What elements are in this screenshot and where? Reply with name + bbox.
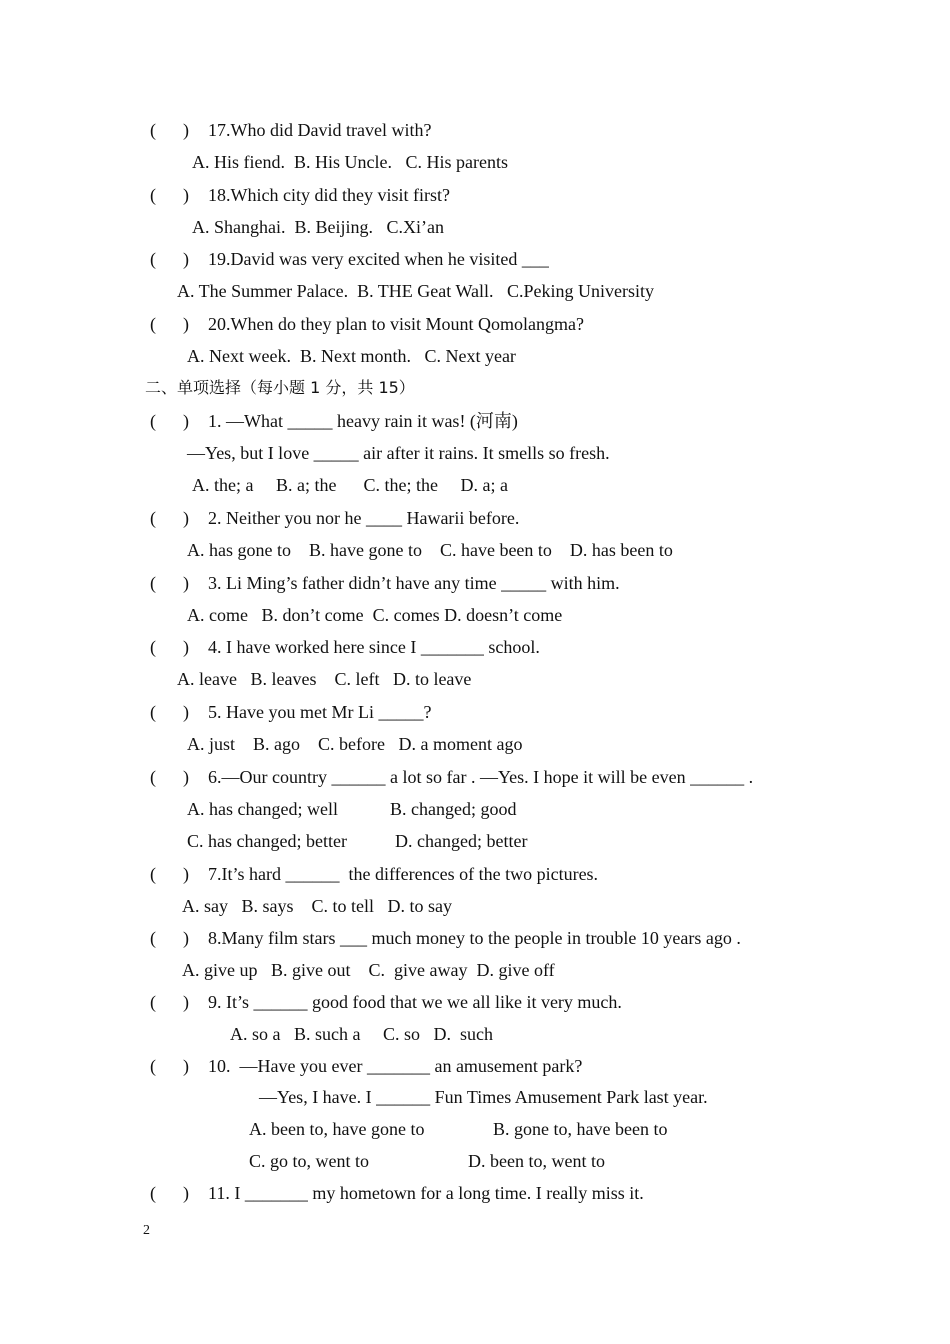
question-stem: 1. —What _____ heavy rain it was! (河南) [208,411,518,431]
mcq-8 [150,926,741,950]
mcq-6-option-b: B. changed; good [390,799,517,819]
answer-blank: ( ) [150,573,189,593]
mcq-2-options: A. has gone to B. have gone to C. have been to D. has been to [187,540,673,560]
question-19 [150,247,549,271]
question-stem: 4. I have worked here since I _______ school. [208,637,540,657]
question-stem: 10. —Have you ever _______ an amusement park? [208,1056,583,1076]
mcq-10 [150,1054,582,1078]
question-17-options: A. His fiend. B. His Uncle. C. His parents [192,152,508,172]
mcq-7-options: A. say B. says C. to tell D. to say [182,896,452,916]
mcq-7 [150,862,598,886]
question-17 [150,118,431,142]
answer-blank: ( ) [150,185,189,205]
answer-blank: ( ) [150,314,189,334]
mcq-4 [150,635,540,659]
question-stem: 11. I _______ my hometown for a long time. I really miss it. [208,1183,644,1203]
answer-blank: ( ) [150,249,189,269]
answer-blank: ( ) [150,992,189,1012]
answer-blank: ( ) [150,120,189,140]
mcq-5 [150,700,431,724]
question-18-options: A. Shanghai. B. Beijing. C.Xi’an [192,217,444,237]
answer-blank: ( ) [150,767,189,787]
answer-blank: ( ) [150,411,189,431]
mcq-11 [150,1181,644,1205]
question-20 [150,312,584,336]
question-stem: 8.Many film stars ___ much money to the people in trouble 10 years ago . [208,928,741,948]
mcq-8-options: A. give up B. give out C. give away D. give off [182,960,555,980]
question-stem: 6.—Our country ______ a lot so far . —Yes. I hope it will be even ______ . [208,767,754,787]
mcq-1-dialogue: —Yes, but I love _____ air after it rains. It smells so fresh. [187,443,610,463]
mcq-5-options: A. just B. ago C. before D. a moment ago [187,734,523,754]
answer-blank: ( ) [150,508,189,528]
question-stem: 9. It’s ______ good food that we we all like it very much. [208,992,622,1012]
mcq-10-option-b: B. gone to, have been to [493,1119,668,1139]
mcq-9-options: A. so a B. such a C. so D. such [230,1024,493,1044]
mcq-6-option-c: C. has changed; better [187,831,347,851]
mcq-10-option-c: C. go to, went to [249,1151,369,1171]
answer-blank: ( ) [150,1183,189,1203]
mcq-10-dialogue: —Yes, I have. I ______ Fun Times Amusement Park last year. [259,1087,708,1107]
question-stem: 18.Which city did they visit first? [208,185,450,205]
mcq-6-option-a: A. has changed; well [187,799,338,819]
mcq-3-options: A. come B. don’t come C. comes D. doesn’t come [187,605,563,625]
question-18 [150,183,450,207]
question-19-options: A. The Summer Palace. B. THE Geat Wall. C.Peking University [177,281,654,301]
mcq-2 [150,506,519,530]
mcq-1 [150,409,518,433]
mcq-3 [150,571,620,595]
question-stem: 3. Li Ming’s father didn’t have any time _____ with him. [208,573,620,593]
question-stem: 20.When do they plan to visit Mount Qomolangma? [208,314,584,334]
question-stem: 2. Neither you nor he ____ Hawarii before. [208,508,520,528]
question-stem: 7.It’s hard ______ the differences of the two pictures. [208,864,599,884]
mcq-1-options: A. the; a B. a; the C. the; the D. a; a [192,475,508,495]
section-title: 二、单项选择（每小题 1 分，共 15） [145,378,415,397]
answer-blank: ( ) [150,702,189,722]
mcq-10-option-d: D. been to, went to [468,1151,605,1171]
mcq-6 [150,765,753,789]
question-20-options: A. Next week. B. Next month. C. Next year [187,346,516,366]
mcq-9 [150,990,622,1014]
answer-blank: ( ) [150,928,189,948]
question-stem: 19.David was very excited when he visited ___ [208,249,549,269]
mcq-4-options: A. leave B. leaves C. left D. to leave [177,669,472,689]
mcq-6-option-d: D. changed; better [395,831,528,851]
mcq-10-option-a: A. been to, have gone to [249,1119,425,1139]
answer-blank: ( ) [150,864,189,884]
answer-blank: ( ) [150,1056,189,1076]
question-stem: 5. Have you met Mr Li _____? [208,702,432,722]
question-stem: 17.Who did David travel with? [208,120,432,140]
page-number: 2 [143,1223,150,1238]
answer-blank: ( ) [150,637,189,657]
